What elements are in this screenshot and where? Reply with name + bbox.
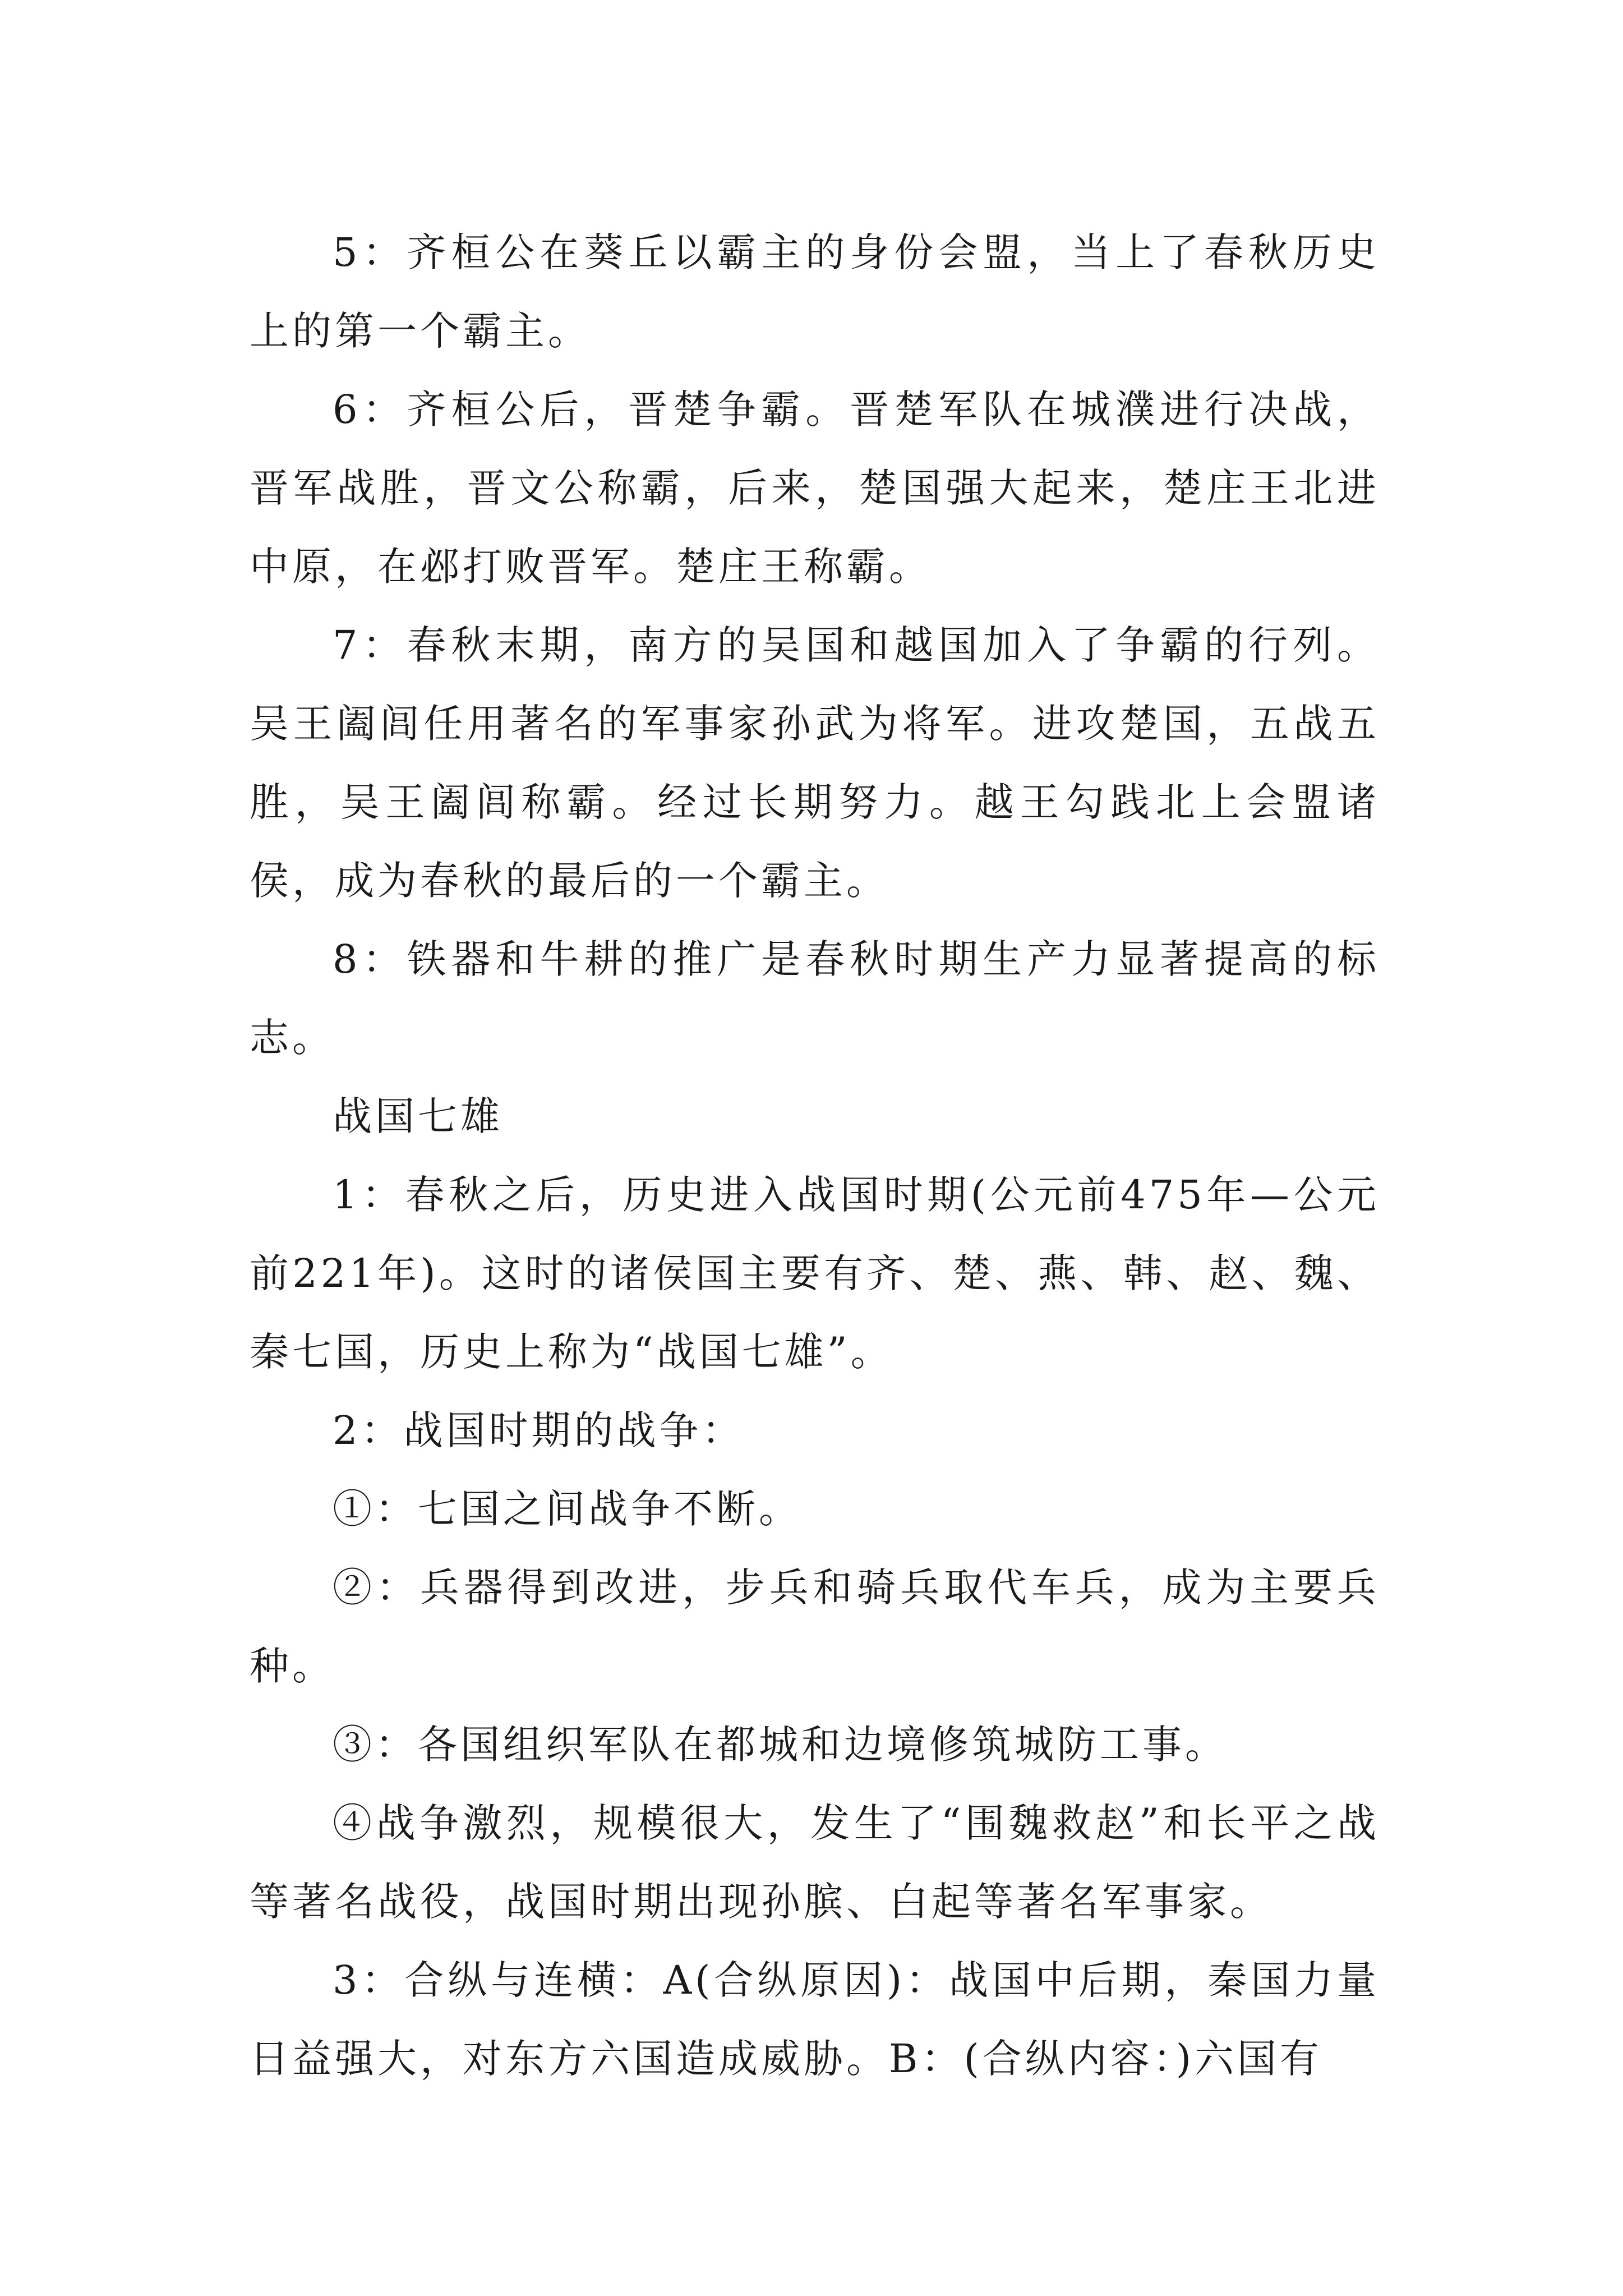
paragraph-point-6: 6：齐桓公后，晋楚争霸。晋楚军队在城濮进行决战，晋军战胜，晋文公称霸，后来，楚国强大起来，楚庄王北进中原，在邲打败晋军。楚庄王称霸。 (250, 386, 1380, 590)
paragraph-ws-point-1: 1：春秋之后，历史进入战国时期(公元前475年—公元前221年)。这时的诸侯国主要有齐、楚、燕、韩、赵、魏、秦七国，历史上称为“战国七雄”。 (250, 1172, 1380, 1375)
paragraph-point-7: 7：春秋末期，南方的吴国和越国加入了争霸的行列。吴王阖闾任用著名的军事家孙武为将军。进攻楚国，五战五胜，吴王阖闾称霸。经过长期努力。越王勾践北上会盟诸侯，成为春秋的最后的一个霸主。 (250, 622, 1380, 904)
section-heading-warring-states: 战国七雄 (333, 1093, 503, 1139)
paragraph-ws-subpoint-4: ④战争激烈，规模很大，发生了“围魏救赵”和长平之战等著名战役，战国时期出现孙膑、白起等著名军事家。 (250, 1800, 1380, 1925)
paragraph-point-8: 8：铁器和牛耕的推广是春秋时期生产力显著提高的标志。 (250, 936, 1380, 1061)
document-page (250, 213, 1380, 2098)
paragraph-ws-subpoint-2: ②：兵器得到改进，步兵和骑兵取代车兵，成为主要兵种。 (250, 1565, 1380, 1689)
paragraph-point-5: 5：齐桓公在葵丘以霸主的身份会盟，当上了春秋历史上的第一个霸主。 (250, 229, 1380, 354)
paragraph-ws-point-2: 2：战国时期的战争： (333, 1407, 745, 1453)
paragraph-ws-subpoint-1: ①：七国之间战争不断。 (333, 1486, 801, 1532)
paragraph-ws-point-3: 3：合纵与连横：A(合纵原因)：战国中后期，秦国力量日益强大，对东方六国造成威胁。B：(合纵内容：)六国有 (250, 1957, 1380, 2082)
paragraph-ws-subpoint-3: ③：各国组织军队在都城和边境修筑城防工事。 (333, 1722, 1228, 1768)
